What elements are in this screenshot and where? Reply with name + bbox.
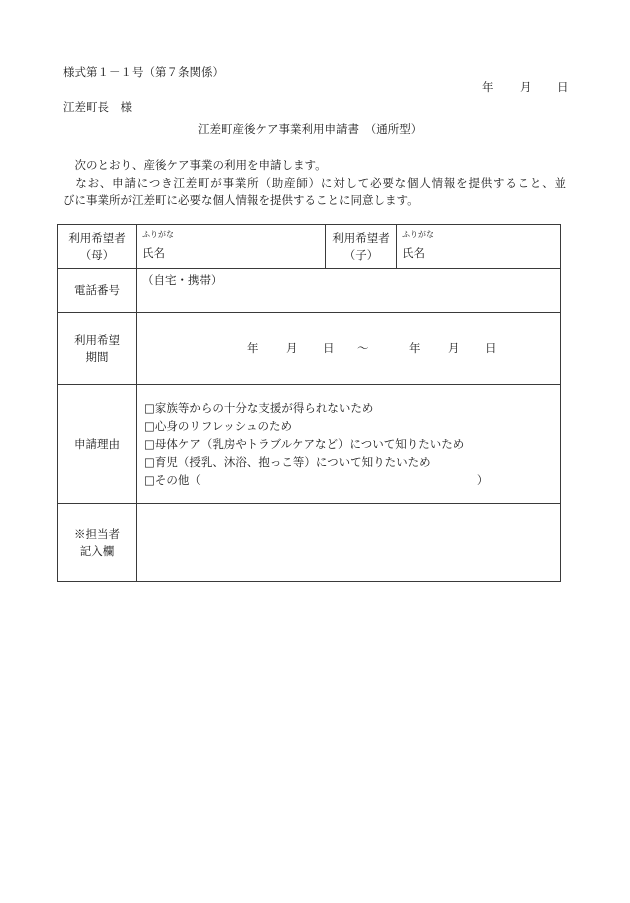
date-day-label: 日 — [557, 80, 569, 94]
period-start-month-label: 月 — [286, 341, 298, 355]
intro-line: 次のとおり、産後ケア事業の利用を申請します。 — [63, 158, 327, 172]
reason-row — [58, 385, 561, 504]
staff-row — [58, 504, 561, 582]
applicant-row — [58, 225, 561, 269]
addressee: 江差町長 様 — [63, 100, 132, 114]
period-end-month-label: 月 — [448, 341, 460, 355]
staff-entry-field[interactable] — [137, 504, 561, 582]
phone-row — [58, 269, 561, 313]
period-start-day-label: 日 — [323, 341, 335, 355]
intro-line: なお、申請につき江差町が事業所（助産師）に対して必要な個人情報を提供すること、並 — [63, 175, 566, 190]
intro-line: びに事業所が江差町に必要な個人情報を提供することに同意します。 — [63, 193, 419, 207]
period-field[interactable] — [137, 313, 561, 385]
date-month-label: 月 — [520, 80, 532, 94]
period-label-sub: 期間 — [85, 349, 109, 364]
staff-label: ※担当者 — [74, 526, 120, 541]
period-separator: ～ — [357, 341, 369, 355]
period-row — [58, 313, 561, 385]
phone-field[interactable]: （自宅・携帯） — [137, 269, 561, 313]
mother-applicant-label-sub: （母） — [79, 247, 115, 262]
mother-applicant-label-cell — [58, 225, 137, 269]
phone-label: 電話番号 — [58, 269, 137, 313]
mother-applicant-label: 利用希望者 — [68, 230, 126, 245]
period-label-cell — [58, 313, 137, 385]
period-start-year-label: 年 — [247, 341, 259, 355]
staff-label-sub: 記入欄 — [79, 543, 115, 558]
period-end-day-label: 日 — [485, 341, 497, 355]
child-name-field[interactable] — [397, 225, 561, 269]
mother-name-field[interactable] — [137, 225, 326, 269]
date-year-label: 年 — [482, 80, 494, 94]
reason-option-family-support[interactable]: □家族等からの十分な支援が得られないため — [144, 401, 374, 415]
reason-field — [137, 385, 561, 504]
period-label: 利用希望 — [74, 332, 120, 347]
reason-label: 申請理由 — [58, 385, 137, 504]
mother-furigana-label: ふりがな — [142, 230, 174, 239]
staff-label-cell — [58, 504, 137, 582]
child-furigana-label: ふりがな — [402, 230, 434, 239]
mother-name-label: 氏名 — [142, 246, 165, 260]
period-end-year-label: 年 — [409, 341, 421, 355]
child-applicant-label: 利用希望者 — [332, 230, 390, 245]
reason-option-maternal-care[interactable]: □母体ケア（乳房やトラブルケアなど）について知りたいため — [144, 437, 465, 451]
reason-option-childcare[interactable]: □育児（授乳、沐浴、抱っこ等）について知りたいため — [144, 455, 431, 469]
document-title: 江差町産後ケア事業利用申請書 （通所型） — [198, 122, 423, 136]
child-applicant-label-cell — [326, 225, 397, 269]
application-table — [57, 224, 561, 582]
form-number: 様式第１－１号（第７条関係） — [63, 65, 224, 79]
intro-paragraph — [63, 158, 566, 211]
reason-option-refresh[interactable]: □心身のリフレッシュのため — [144, 419, 293, 433]
child-name-label: 氏名 — [402, 246, 425, 260]
reason-option-other[interactable]: □その他（ ） — [144, 473, 489, 487]
child-applicant-label-sub: （子） — [343, 247, 379, 262]
